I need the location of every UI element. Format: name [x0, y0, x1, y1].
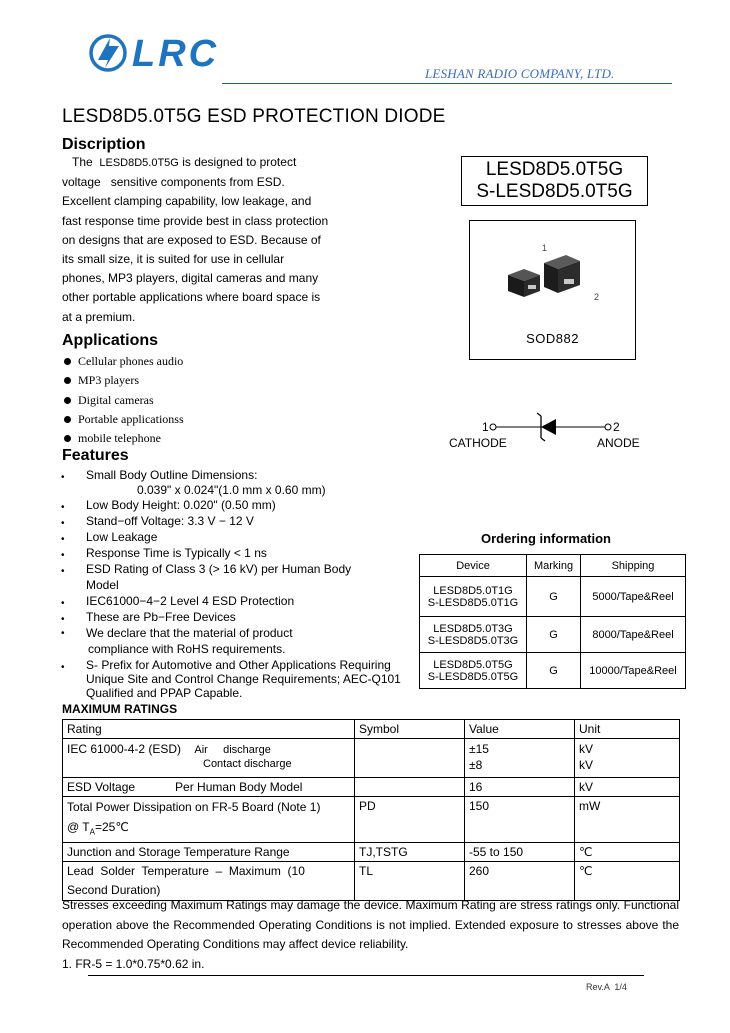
value-cell: 16 [465, 778, 575, 797]
table-row [63, 843, 680, 862]
bullet-icon [64, 435, 71, 442]
value-cell: 260 [465, 862, 575, 901]
bullet-icon: • [61, 598, 65, 609]
table-row [420, 617, 686, 653]
bullet-icon: • [61, 662, 65, 673]
feature-line: We declare that the material of product [86, 626, 293, 640]
rating-cell: Junction and Storage Temperature Range [63, 843, 355, 862]
table-header-cell: Device [420, 555, 527, 577]
table-row [63, 739, 680, 778]
symbol-cell [355, 778, 465, 797]
table-header-cell: Symbol [355, 720, 465, 739]
symbol-cell: TL [355, 862, 465, 901]
feature-line: These are Pb−Free Devices [86, 610, 236, 624]
footnote-1: 1. FR-5 = 1.0*0.75*0.62 in. [62, 956, 205, 971]
applications-list [62, 352, 184, 448]
part-number-box [461, 156, 648, 206]
package-pin1-label: 1 [542, 243, 548, 253]
rating-cell: ESD Voltage Per Human Body Model [63, 778, 355, 797]
part-number-s: S-LESD8D5.0T5G [476, 181, 633, 202]
bullet-icon: • [61, 534, 65, 545]
feature-line: Response Time is Typically < 1 ns [86, 546, 267, 560]
table-row [63, 797, 680, 843]
feature-line: S- Prefix for Automotive and Other Applications Requiring [86, 658, 391, 672]
lrc-logo-emblem-icon [88, 33, 128, 73]
list-item: MP3 players [62, 371, 184, 390]
anode-label: ANODE [597, 436, 640, 450]
package-image [470, 221, 635, 329]
notes [62, 896, 679, 974]
marking-cell: G [527, 653, 581, 689]
ordering-table [419, 554, 686, 689]
bullet-icon: • [61, 628, 65, 639]
device-cell: LESD8D5.0T5G S-LESD8D5.0T5G [420, 653, 527, 689]
bullet-icon [64, 358, 71, 365]
description-line: The LESD8D5.0T5G is designed to protect [72, 155, 297, 169]
feature-line: Unique Site and Control Change Requirements; AEC-Q101 [86, 672, 401, 686]
list-item: Cellular phones audio [62, 352, 184, 371]
package-pin2-label: 2 [594, 292, 600, 302]
footer-rule [88, 975, 644, 976]
table-row [420, 653, 686, 689]
table-header-cell: Value [465, 720, 575, 739]
rating-cell: Lead Solder Temperature – Maximum (10 Second Duration) [63, 862, 355, 901]
company-name: LESHAN RADIO COMPANY, LTD. [425, 66, 615, 81]
rating-cell: IEC 61000-4-2 (ESD) Air discharge Contact discharge [63, 739, 355, 778]
description-line: its small size, it is suited for use in cellular [62, 252, 285, 267]
list-item: Portable applicationss [62, 410, 184, 429]
feature-line: IEC61000−4−2 Level 4 ESD Protection [86, 594, 295, 608]
feature-line: Stand−off Voltage: 3.3 V − 12 V [86, 514, 254, 528]
table-header-cell: Marking [527, 555, 581, 577]
description-line: at a premium. [62, 309, 136, 324]
header-rule [222, 83, 672, 84]
description-line: fast response time provide best in class protection [62, 213, 329, 228]
unit-cell: kV [575, 778, 680, 797]
table-header-cell: Rating [63, 720, 355, 739]
description-line: Excellent clamping capability, low leakage, and [62, 194, 312, 209]
marking-cell: G [527, 577, 581, 617]
symbol-cell [355, 739, 465, 778]
stress-note: Stresses exceeding Maximum Ratings may damage the device. Maximum Rating are stress ratings only. Functional operation above the Recommended Operating Conditions is not implied. Extended exposure to stresses above the Recommended Operating Conditions may affect device reliability. [62, 898, 679, 951]
bullet-icon: • [61, 550, 65, 561]
bullet-icon: • [61, 614, 65, 625]
max-ratings-heading: MAXIMUM RATINGS [62, 702, 178, 716]
unit-cell: ℃ [575, 843, 680, 862]
unit-cell: ℃ [575, 862, 680, 901]
symbol-cell: PD [355, 797, 465, 843]
feature-line: ESD Rating of Class 3 (> 16 kV) per Human Body [86, 562, 352, 576]
bullet-icon: • [61, 502, 65, 513]
description-line: other portable applications where board space is [62, 290, 321, 305]
lrc-logo [88, 32, 218, 78]
part-number-inline: LESD8D5.0T5G [99, 157, 179, 169]
list-item: Digital cameras [62, 391, 184, 410]
feature-line: Qualified and PPAP Capable. [86, 686, 243, 700]
diode-pin2-label: 2 [613, 420, 620, 434]
ordering-heading: Ordering information [481, 531, 611, 546]
diode-symbol [440, 410, 650, 454]
marking-cell: G [527, 617, 581, 653]
features-heading: Features [62, 447, 129, 464]
table-header-row [63, 720, 680, 739]
description-line: phones, MP3 players, digital cameras and many [62, 271, 319, 286]
table-header-row [420, 555, 686, 577]
unit-cell: kV kV [575, 739, 680, 778]
feature-line: 0.039" x 0.024"(1.0 mm x 0.60 mm) [137, 483, 326, 497]
shipping-cell: 5000/Tape&Reel [581, 577, 686, 617]
bullet-icon [64, 377, 71, 384]
rating-cell: Total Power Dissipation on FR-5 Board (Note 1) @ $T_A=25℃$ [63, 797, 355, 843]
feature-line: compliance with RoHS requirements. [88, 642, 286, 656]
diode-pin1-label: 1 [482, 420, 489, 434]
device-cell: LESD8D5.0T3G S-LESD8D5.0T3G [420, 617, 527, 653]
bullet-icon [64, 416, 71, 423]
feature-line: Low Leakage [86, 530, 158, 544]
table-row [63, 778, 680, 797]
value-cell: 150 [465, 797, 575, 843]
table-header-cell: Shipping [581, 555, 686, 577]
package-box [469, 220, 636, 360]
value-cell: ±15 ±8 [465, 739, 575, 778]
document-title: LESD8D5.0T5G ESD PROTECTION DIODE [62, 106, 446, 127]
shipping-cell: 10000/Tape&Reel [581, 653, 686, 689]
applications-heading: Applications [62, 332, 159, 349]
bullet-icon: • [61, 472, 65, 483]
table-row [420, 577, 686, 617]
package-label: SOD882 [526, 331, 579, 346]
unit-cell: mW [575, 797, 680, 843]
value-cell: -55 to 150 [465, 843, 575, 862]
bullet-icon [64, 397, 71, 404]
cathode-label: CATHODE [449, 436, 507, 450]
max-ratings-table [62, 719, 680, 901]
description-line: on designs that are exposed to ESD. Because of [62, 232, 321, 247]
list-item: mobile telephone [62, 429, 184, 448]
description-line: voltage sensitive components from ESD. [62, 175, 285, 190]
description-heading: Discription [62, 136, 146, 153]
bullet-icon: • [61, 566, 65, 577]
table-header-cell: Unit [575, 720, 680, 739]
shipping-cell: 8000/Tape&Reel [581, 617, 686, 653]
feature-line: Model [86, 578, 119, 592]
feature-line: Small Body Outline Dimensions: [86, 468, 258, 482]
logo-text: LRC [132, 33, 220, 75]
device-cell: LESD8D5.0T1G S-LESD8D5.0T1G [420, 577, 527, 617]
description-body [62, 153, 352, 327]
part-number: LESD8D5.0T5G [485, 159, 624, 180]
symbol-cell: TJ,TSTG [355, 843, 465, 862]
feature-line: Low Body Height: 0.020" (0.50 mm) [86, 498, 276, 512]
bullet-icon: • [61, 518, 65, 529]
revision-label: Rev.A 1/4 [586, 982, 627, 992]
